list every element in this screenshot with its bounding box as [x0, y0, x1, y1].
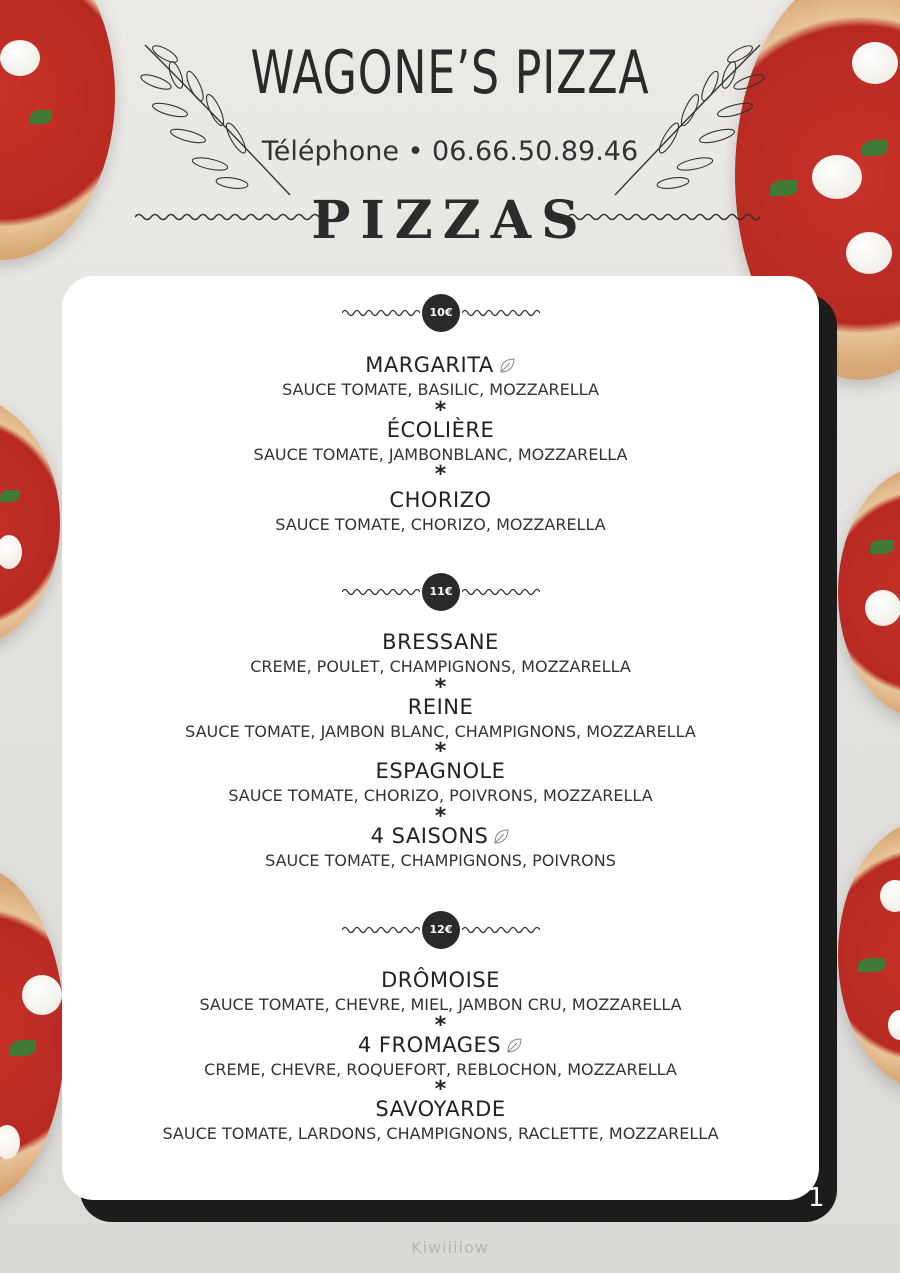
restaurant-name: WAGONE’S PIZZA: [250, 38, 650, 108]
menu-item: [62, 696, 819, 741]
wave-right-icon: [462, 585, 540, 599]
item-separator: *: [434, 1077, 447, 1103]
price-group-10: [62, 294, 819, 534]
pizza-name: SAVOYARDE: [375, 1097, 506, 1122]
item-separator: *: [434, 674, 447, 700]
pizza-name: MARGARITA: [62, 354, 819, 377]
wave-left-icon: [342, 923, 420, 937]
menu-item: [62, 969, 819, 1014]
pizza-ingredients: SAUCE TOMATE, CHORIZO, MOZZARELLA: [275, 515, 606, 535]
price-group-11: [62, 573, 819, 870]
menu-item: [62, 760, 819, 805]
watermark: Kiwiiiiow: [411, 1238, 489, 1257]
menu-item: [62, 419, 819, 464]
pizza-name: ESPAGNOLE: [375, 759, 506, 784]
leaf-icon: [498, 357, 516, 375]
pizza-ingredients: CREME, POULET, CHAMPIGNONS, MOZZARELLA: [250, 657, 631, 677]
wave-right-icon: [462, 923, 540, 937]
pizza-ingredients: SAUCE TOMATE, BASILIC, MOZZARELLA: [282, 380, 599, 400]
menu-item: [62, 354, 819, 399]
price-header: [62, 294, 819, 334]
price-header: [62, 573, 819, 613]
menu-item: [62, 1034, 819, 1079]
price-group-12: [62, 911, 819, 1143]
item-separator: *: [434, 804, 447, 830]
pizza-name: 4 SAISONS: [62, 825, 819, 848]
price-badge: 11€: [422, 573, 460, 611]
pizza-name: DRÔMOISE: [381, 968, 500, 992]
wave-left-icon: [342, 585, 420, 599]
price-header: [62, 911, 819, 951]
menu-item: [62, 489, 819, 534]
pizza-name: CHORIZO: [389, 488, 492, 513]
pizza-name: 4 FROMAGES: [62, 1034, 819, 1057]
wave-right-icon: [462, 306, 540, 320]
pizza-name: ÉCOLIÈRE: [386, 417, 495, 442]
pizza-ingredients: SAUCE TOMATE, CHAMPIGNONS, POIVRONS: [265, 851, 616, 871]
pizza-ingredients: SAUCE TOMATE, JAMBON BLANC, CHAMPIGNONS, MOZZARELLA: [185, 721, 696, 741]
pizza-ingredients: SAUCE TOMATE, CHEVRE, MIEL, JAMBON CRU, MOZZARELLA: [199, 995, 682, 1015]
price-badge: 12€: [422, 911, 460, 949]
wave-left-icon: [342, 306, 420, 320]
item-separator: *: [434, 1012, 447, 1038]
price-badge: 10€: [422, 294, 460, 332]
pizza-ingredients: CREME, CHEVRE, ROQUEFORT, REBLOCHON, MOZZARELLA: [204, 1059, 677, 1079]
item-separator: *: [434, 462, 447, 488]
menu-item: [62, 825, 819, 870]
phone-number: Téléphone • 06.66.50.89.46: [261, 136, 639, 167]
menu-item: [62, 1098, 819, 1143]
section-title: PIZZAS: [311, 190, 589, 251]
leaf-icon: [505, 1037, 523, 1055]
wave-divider-right: [568, 212, 763, 222]
pizza-name: REINE: [407, 694, 474, 719]
pizza-ingredients: SAUCE TOMATE, JAMBONBLANC, MOZZARELLA: [253, 444, 628, 464]
pizza-ingredients: SAUCE TOMATE, CHORIZO, POIVRONS, MOZZARELLA: [228, 786, 653, 806]
menu-item: [62, 631, 819, 676]
item-separator: *: [434, 739, 447, 765]
page-number: 1: [808, 1183, 825, 1213]
leaf-icon: [492, 828, 510, 846]
item-separator: *: [434, 397, 447, 423]
pizza-ingredients: SAUCE TOMATE, LARDONS, CHAMPIGNONS, RACLETTE, MOZZARELLA: [162, 1124, 719, 1144]
pizza-name: BRESSANE: [382, 630, 499, 654]
